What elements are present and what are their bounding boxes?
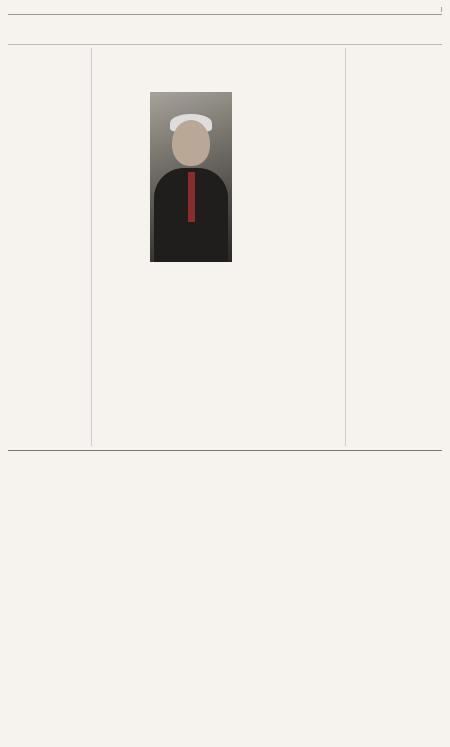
page-header bbox=[8, 4, 442, 15]
portrait-photo bbox=[150, 92, 232, 262]
article-column-right-upper bbox=[236, 96, 289, 266]
column-divider bbox=[91, 48, 92, 446]
header-right: | bbox=[440, 7, 442, 13]
column-divider-right bbox=[345, 48, 346, 446]
photo-face bbox=[172, 120, 210, 166]
photo-tie bbox=[188, 172, 195, 222]
qa-column-far-right bbox=[350, 48, 442, 441]
section-rule bbox=[8, 44, 442, 45]
story-divider bbox=[8, 450, 442, 451]
qa-sidebar bbox=[8, 48, 88, 438]
article-column-middle bbox=[150, 270, 232, 440]
article-column-left bbox=[95, 96, 147, 441]
article-column-right-lower bbox=[236, 270, 289, 440]
